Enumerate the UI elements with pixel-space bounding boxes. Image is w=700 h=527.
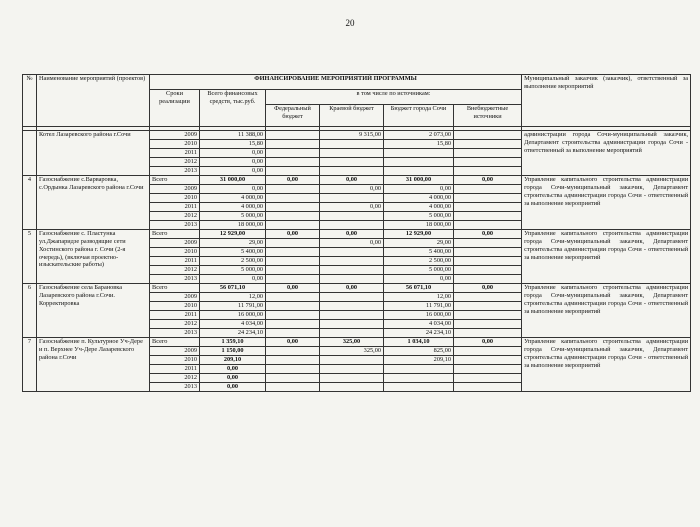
cell-federal	[266, 203, 320, 212]
cell-city: 2 500,00	[384, 257, 454, 266]
cell-extra: 0,00	[454, 284, 522, 293]
header-customer: Муниципальный заказчик (заказчик), ответственный за выполнение мероприятий	[522, 75, 691, 127]
cell-regional	[320, 149, 384, 158]
header-period: Сроки реализации	[150, 90, 200, 127]
cell-year: 2010	[150, 194, 200, 203]
cell-extra	[454, 356, 522, 365]
cell-city: 12 929,00	[384, 230, 454, 239]
cell-year: 2011	[150, 257, 200, 266]
period-label-total: Всего	[150, 230, 200, 239]
cell-federal	[266, 257, 320, 266]
item-name: Газоснабжение п. Культурное Уч-Дере и п. Верхнее Уч-Дере Лазаревского района г.Сочи	[37, 338, 150, 392]
cell-extra	[454, 185, 522, 194]
cell-federal	[266, 365, 320, 374]
cell-city: 5 400,00	[384, 248, 454, 257]
cell-total: 5 000,00	[200, 212, 266, 221]
cell-extra	[454, 239, 522, 248]
cell-year: 2009	[150, 293, 200, 302]
cell-extra	[454, 293, 522, 302]
cell-extra	[454, 158, 522, 167]
cell-city: 4 034,00	[384, 320, 454, 329]
block-total-row	[23, 176, 691, 185]
cell-total: 209,10	[200, 356, 266, 365]
cell-total: 0,00	[200, 149, 266, 158]
cell-total: 4 000,00	[200, 203, 266, 212]
period-label-total: Всего	[150, 338, 200, 347]
cell-total: 18 000,00	[200, 221, 266, 230]
cell-federal	[266, 221, 320, 230]
item-customer: Управление капитального строительства администрации города Сочи-муниципальный заказчик, Департамент строительства администрации города Сочи - ответственный за выполнение мероприятий	[522, 176, 691, 230]
cell-total: 0,00	[200, 275, 266, 284]
cell-regional: 0,00	[320, 239, 384, 248]
cell-regional: 9 315,00	[320, 131, 384, 140]
cell-federal: 0,00	[266, 284, 320, 293]
cell-extra	[454, 167, 522, 176]
cell-regional	[320, 140, 384, 149]
header-extra: Внебюджетные источники	[454, 105, 522, 127]
cell-total: 5 400,00	[200, 248, 266, 257]
cell-regional	[320, 293, 384, 302]
cell-total: 0,00	[200, 167, 266, 176]
table-header	[23, 75, 691, 127]
cell-regional	[320, 329, 384, 338]
cell-federal	[266, 149, 320, 158]
cell-regional	[320, 158, 384, 167]
cell-total: 31 000,00	[200, 176, 266, 185]
cell-extra	[454, 266, 522, 275]
cell-city	[384, 149, 454, 158]
cell-city: 56 071,10	[384, 284, 454, 293]
cell-city	[384, 374, 454, 383]
cell-year: 2013	[150, 329, 200, 338]
cell-federal: 0,00	[266, 338, 320, 347]
cell-regional	[320, 266, 384, 275]
cell-extra	[454, 149, 522, 158]
cell-extra	[454, 302, 522, 311]
cell-regional	[320, 221, 384, 230]
cell-extra	[454, 212, 522, 221]
item-name: Газоснабжение с. Пластунка ул.Джапаридзе разводящие сети Хостинского района г. Сочи (2-я очередь), (включая проектно-изыскательские работы)	[37, 230, 150, 284]
cell-federal	[266, 329, 320, 338]
cell-city: 825,00	[384, 347, 454, 356]
cell-extra: 0,00	[454, 230, 522, 239]
cell-city: 0,00	[384, 185, 454, 194]
cell-federal	[266, 239, 320, 248]
cell-total: 24 234,10	[200, 329, 266, 338]
cell-city: 15,80	[384, 140, 454, 149]
cell-extra	[454, 131, 522, 140]
cell-city: 31 000,00	[384, 176, 454, 185]
cell-extra: 0,00	[454, 338, 522, 347]
cell-total: 4 034,00	[200, 320, 266, 329]
cell-federal	[266, 356, 320, 365]
cell-regional: 325,00	[320, 338, 384, 347]
item-number: 4	[23, 176, 37, 230]
cell-total: 0,00	[200, 365, 266, 374]
cell-regional: 325,00	[320, 347, 384, 356]
page-number: 20	[345, 18, 355, 28]
cell-regional: 0,00	[320, 230, 384, 239]
cell-city	[384, 158, 454, 167]
cell-city: 12,00	[384, 293, 454, 302]
cell-regional: 0,00	[320, 203, 384, 212]
cell-total: 15,80	[200, 140, 266, 149]
cell-total: 29,00	[200, 239, 266, 248]
cell-federal	[266, 194, 320, 203]
header-num: №	[23, 75, 37, 127]
cell-extra	[454, 140, 522, 149]
cell-city	[384, 167, 454, 176]
cell-regional: 0,00	[320, 176, 384, 185]
cell-regional: 0,00	[320, 284, 384, 293]
header-sources: в том числе по источникам:	[266, 90, 522, 105]
cell-city: 24 234,10	[384, 329, 454, 338]
cell-federal	[266, 185, 320, 194]
table-body	[23, 127, 691, 392]
cell-year: 2013	[150, 221, 200, 230]
cell-federal	[266, 347, 320, 356]
item-customer: Управление капитального строительства администрации города Сочи-муниципальный заказчик, Департамент строительства администрации города Сочи - ответственный за выполнение мероприятий	[522, 338, 691, 392]
item-customer: администрации города Сочи-муниципальный заказчик, Департамент строительства администрации города Сочи - ответственный за выполнение мероприятий	[522, 131, 691, 176]
cell-regional	[320, 302, 384, 311]
item-name: Газоснабжение с.Варваровка, с.Ордынка Лазаревского района г.Сочи	[37, 176, 150, 230]
header-financing: ФИНАНСИРОВАНИЕ МЕРОПРИЯТИЙ ПРОГРАММЫ	[150, 75, 522, 90]
cell-total: 5 000,00	[200, 266, 266, 275]
block-total-row	[23, 284, 691, 293]
cell-year: 2009	[150, 131, 200, 140]
cell-total: 0,00	[200, 158, 266, 167]
cell-total: 0,00	[200, 383, 266, 392]
cell-year: 2009	[150, 347, 200, 356]
cell-regional	[320, 365, 384, 374]
cell-city	[384, 365, 454, 374]
year-row	[23, 131, 691, 140]
cell-regional	[320, 320, 384, 329]
cell-total: 1 359,10	[200, 338, 266, 347]
cell-regional	[320, 194, 384, 203]
cell-regional	[320, 275, 384, 284]
item-name: Газоснабжение села Барановка Лазаревского района г.Сочи. Корректировка	[37, 284, 150, 338]
item-number: 6	[23, 284, 37, 338]
program-financing-table	[22, 74, 691, 392]
cell-extra	[454, 320, 522, 329]
item-number: 5	[23, 230, 37, 284]
block-total-row	[23, 230, 691, 239]
header-total: Всего финансовых средств, тыс.руб.	[200, 90, 266, 127]
cell-extra	[454, 347, 522, 356]
item-number	[23, 131, 37, 176]
cell-extra	[454, 383, 522, 392]
cell-federal	[266, 383, 320, 392]
cell-total: 12 929,00	[200, 230, 266, 239]
cell-federal	[266, 212, 320, 221]
cell-year: 2010	[150, 302, 200, 311]
cell-total: 1 150,00	[200, 347, 266, 356]
cell-extra	[454, 248, 522, 257]
cell-year: 2012	[150, 320, 200, 329]
cell-year: 2012	[150, 158, 200, 167]
cell-federal	[266, 167, 320, 176]
cell-regional	[320, 257, 384, 266]
cell-year: 2010	[150, 140, 200, 149]
cell-year: 2009	[150, 185, 200, 194]
cell-total: 0,00	[200, 185, 266, 194]
cell-city	[384, 383, 454, 392]
cell-total: 11 388,00	[200, 131, 266, 140]
header-name: Наименование мероприятий (проектов)	[37, 75, 150, 127]
cell-total: 12,00	[200, 293, 266, 302]
cell-city: 4 000,00	[384, 194, 454, 203]
block-total-row	[23, 338, 691, 347]
period-label-total: Всего	[150, 176, 200, 185]
cell-extra	[454, 257, 522, 266]
cell-federal	[266, 248, 320, 257]
cell-federal: 0,00	[266, 176, 320, 185]
cell-city: 11 791,00	[384, 302, 454, 311]
cell-extra	[454, 374, 522, 383]
cell-year: 2013	[150, 167, 200, 176]
cell-federal	[266, 374, 320, 383]
cell-total: 0,00	[200, 374, 266, 383]
cell-city: 0,00	[384, 275, 454, 284]
cell-city: 16 000,00	[384, 311, 454, 320]
cell-city: 2 073,00	[384, 131, 454, 140]
cell-city: 4 000,00	[384, 203, 454, 212]
item-name: Котел Лазаревского района г.Сочи	[37, 131, 150, 176]
cell-city: 209,10	[384, 356, 454, 365]
cell-total: 2 500,00	[200, 257, 266, 266]
cell-city: 5 000,00	[384, 266, 454, 275]
period-label-total: Всего	[150, 284, 200, 293]
cell-year: 2009	[150, 239, 200, 248]
header-federal: Федеральный бюджет	[266, 105, 320, 127]
cell-total: 4 000,00	[200, 194, 266, 203]
cell-extra	[454, 275, 522, 284]
cell-regional	[320, 383, 384, 392]
cell-year: 2011	[150, 203, 200, 212]
cell-regional	[320, 167, 384, 176]
cell-federal	[266, 275, 320, 284]
cell-year: 2013	[150, 383, 200, 392]
cell-extra	[454, 221, 522, 230]
item-customer: Управление капитального строительства администрации города Сочи-муниципальный заказчик, Департамент строительства администрации города Сочи - ответственный за выполнение мероприятий	[522, 284, 691, 338]
cell-federal	[266, 158, 320, 167]
cell-regional	[320, 311, 384, 320]
cell-federal	[266, 131, 320, 140]
cell-total: 16 000,00	[200, 311, 266, 320]
cell-regional	[320, 356, 384, 365]
cell-extra: 0,00	[454, 176, 522, 185]
cell-extra	[454, 203, 522, 212]
cell-year: 2010	[150, 356, 200, 365]
cell-total: 11 791,00	[200, 302, 266, 311]
cell-federal	[266, 320, 320, 329]
cell-year: 2011	[150, 365, 200, 374]
cell-year: 2011	[150, 149, 200, 158]
cell-year: 2012	[150, 266, 200, 275]
cell-city: 1 034,10	[384, 338, 454, 347]
cell-federal	[266, 311, 320, 320]
cell-year: 2013	[150, 275, 200, 284]
cell-year: 2012	[150, 374, 200, 383]
header-city: Бюджет города Сочи	[384, 105, 454, 127]
cell-extra	[454, 194, 522, 203]
cell-city: 5 000,00	[384, 212, 454, 221]
cell-city: 29,00	[384, 239, 454, 248]
cell-federal: 0,00	[266, 230, 320, 239]
item-number: 7	[23, 338, 37, 392]
item-customer: Управление капитального строительства администрации города Сочи-муниципальный заказчик, Департамент строительства администрации города Сочи - ответственный за выполнение мероприятий	[522, 230, 691, 284]
cell-regional	[320, 212, 384, 221]
cell-federal	[266, 140, 320, 149]
cell-year: 2012	[150, 212, 200, 221]
cell-extra	[454, 329, 522, 338]
cell-federal	[266, 302, 320, 311]
cell-federal	[266, 266, 320, 275]
header-regional: Краевой бюджет	[320, 105, 384, 127]
cell-year: 2011	[150, 311, 200, 320]
cell-extra	[454, 311, 522, 320]
cell-federal	[266, 293, 320, 302]
cell-regional: 0,00	[320, 185, 384, 194]
cell-city: 18 000,00	[384, 221, 454, 230]
cell-extra	[454, 365, 522, 374]
cell-regional	[320, 374, 384, 383]
cell-total: 56 071,10	[200, 284, 266, 293]
cell-regional	[320, 248, 384, 257]
cell-year: 2010	[150, 248, 200, 257]
